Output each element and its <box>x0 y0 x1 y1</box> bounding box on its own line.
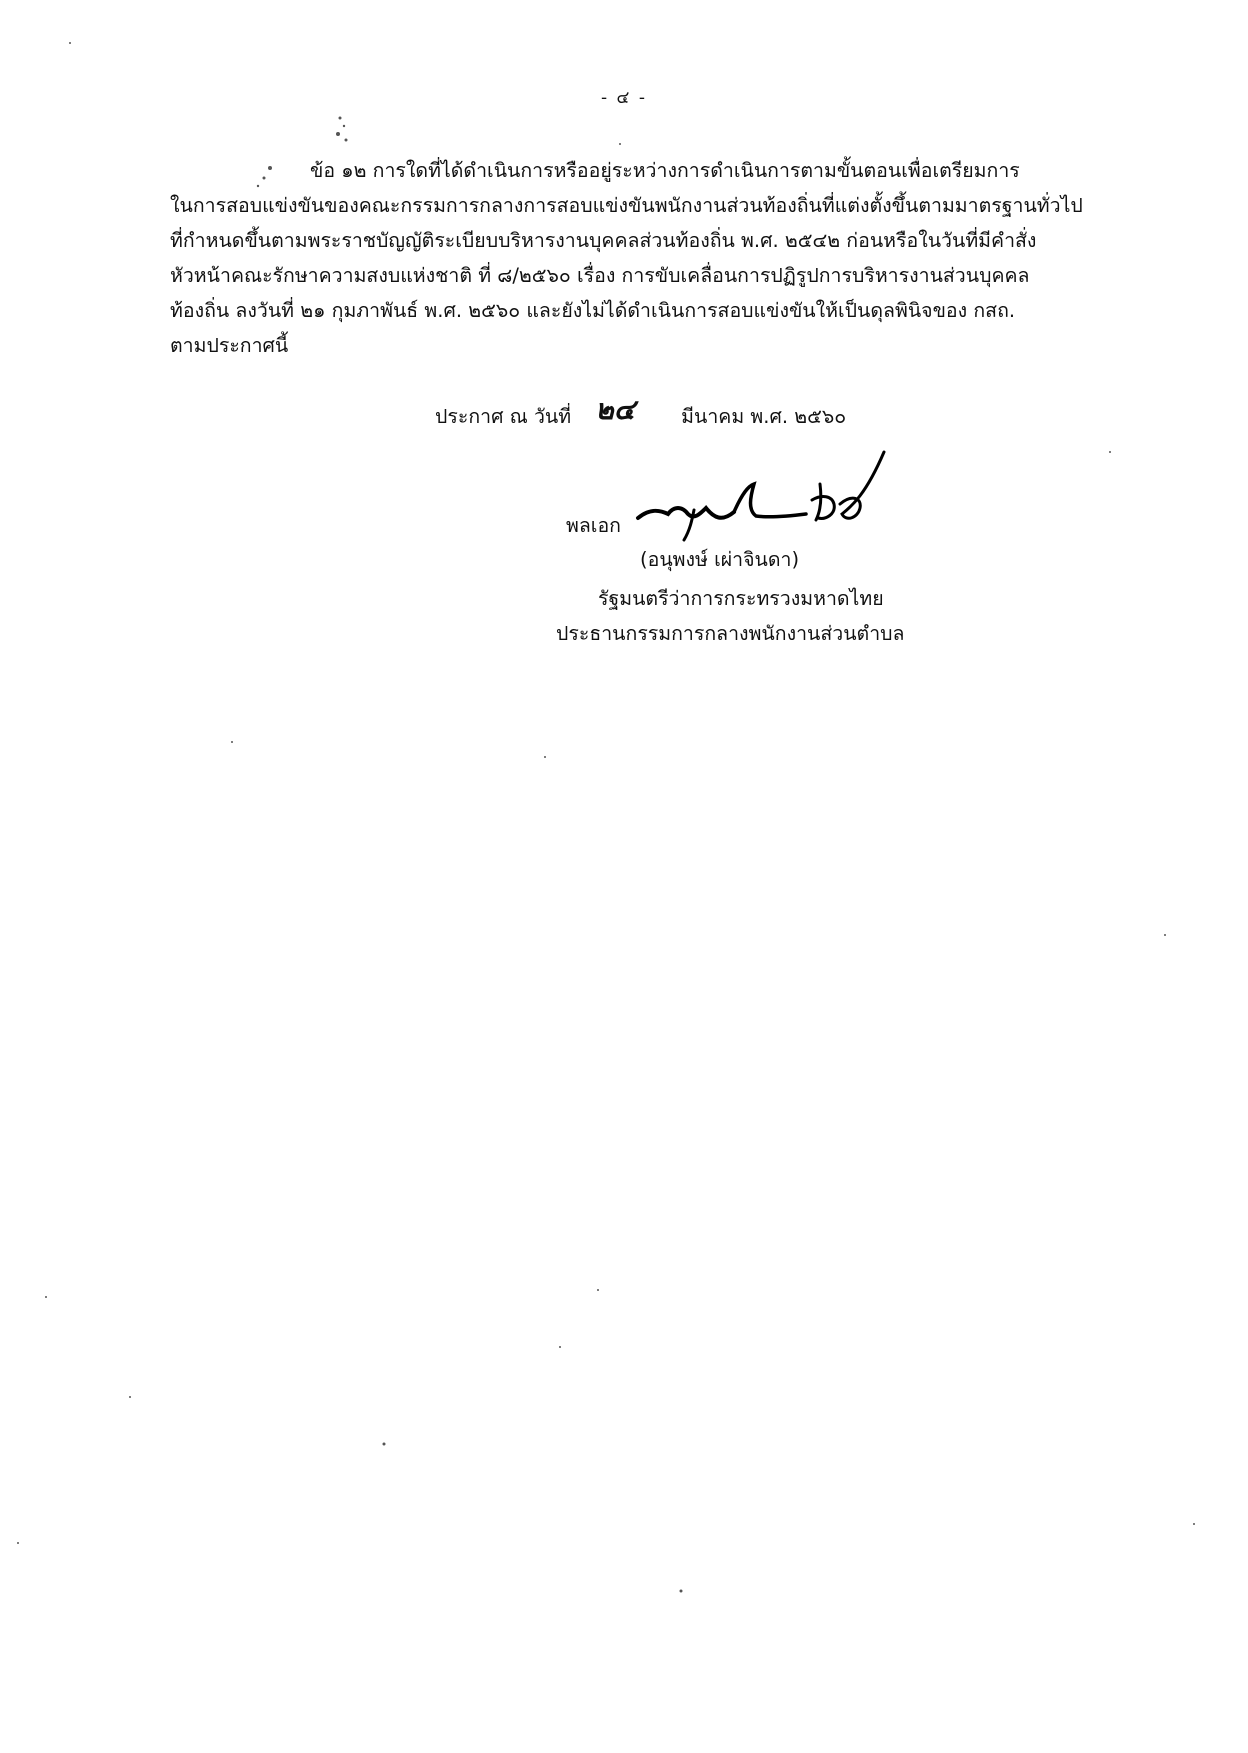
clause-line: ท้องถิ่น ลงวันที่ ๒๑ กุมภาพันธ์ พ.ศ. ๒๕๖๐ และยังไม่ได้ดำเนินการสอบแข่งขันให้เป็นดุลพินิจของ กสถ. <box>170 299 1016 322</box>
signer-rank: พลเอก <box>566 514 621 537</box>
signer-title: รัฐมนตรีว่าการกระทรวงมหาดไทย <box>598 587 884 610</box>
page-number: - ๔ - <box>601 88 647 108</box>
date-month-year: มีนาคม พ.ศ. ๒๕๖๐ <box>681 405 847 428</box>
clause-line: หัวหน้าคณะรักษาความสงบแห่งชาติ ที่ ๘/๒๕๖๐ เรื่อง การขับเคลื่อนการปฏิรูปการบริหารงานส่วนบุคคล <box>170 264 1030 287</box>
clause-line: ในการสอบแข่งขันของคณะกรรมการกลางการสอบแข่งขันพนักงานส่วนท้องถิ่นที่แต่งตั้งขึ้นตามมาตรฐานทั่วไป <box>170 194 1083 217</box>
clause-line: ตามประกาศนี้ <box>170 334 289 357</box>
clause-paragraph <box>170 153 1120 363</box>
announcement-date <box>435 392 846 436</box>
signer-title: ประธานกรรมการกลางพนักงานส่วนตำบล <box>556 622 905 645</box>
handwritten-day: ๒๔ <box>595 393 635 426</box>
clause-line: ข้อ ๑๒ การใดที่ได้ดำเนินการหรืออยู่ระหว่างการดำเนินการตามขั้นตอนเพื่อเตรียมการ <box>310 159 1020 182</box>
signature-image <box>630 448 910 548</box>
date-prefix: ประกาศ ณ วันที่ <box>435 405 572 428</box>
signer-name: (อนุพงษ์ เผ่าจินดา) <box>640 548 800 571</box>
clause-line: ที่กำหนดขึ้นตามพระราชบัญญัติระเบียบบริหารงานบุคคลส่วนท้องถิ่น พ.ศ. ๒๕๔๒ ก่อนหรือในวันที่มีคำสั่ง <box>170 229 1037 252</box>
